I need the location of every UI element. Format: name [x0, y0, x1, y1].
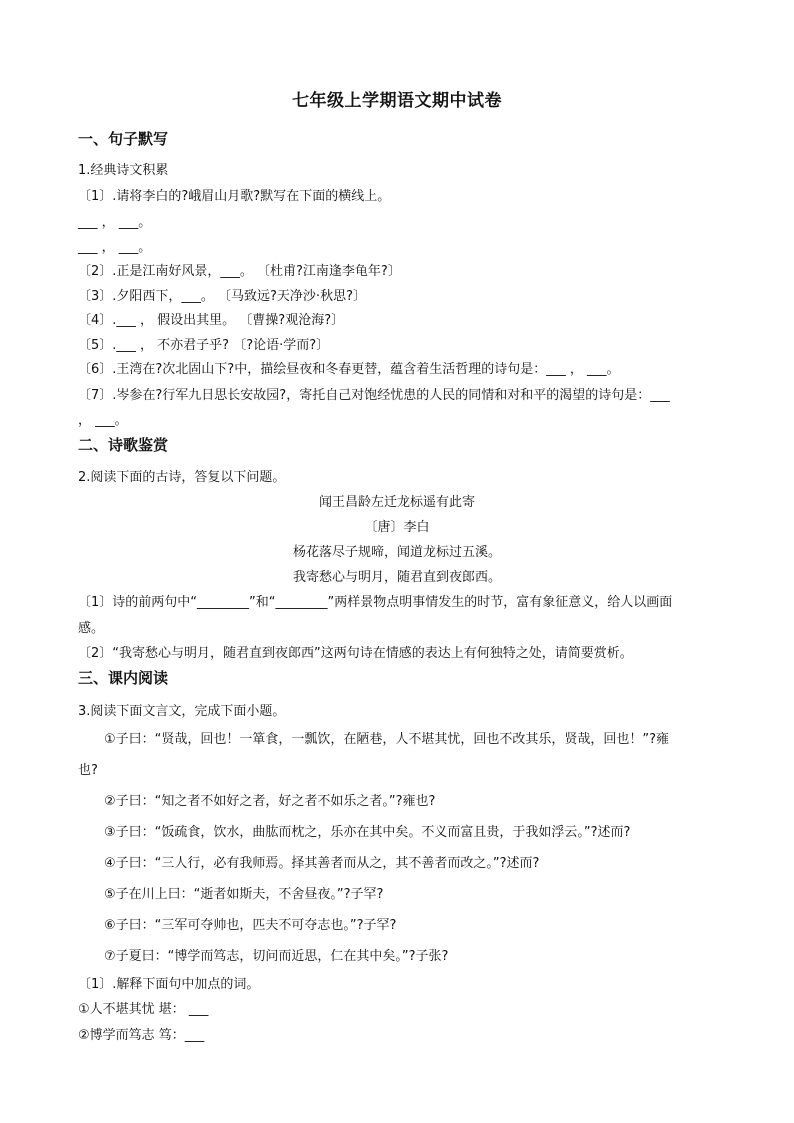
q1-item: ___ ， ___。 [78, 240, 152, 255]
section-heading-1: 一、句子默写 [78, 130, 169, 148]
poem-author: 〔唐〕李白 [364, 520, 430, 535]
passage: 也? [78, 763, 98, 778]
question-2: 2.阅读下面的古诗，答复以下问题。 [78, 470, 286, 485]
passage: ④子曰：“三人行，必有我师焉。择其善者而从之，其不善者而改之。”?述而? [104, 856, 540, 871]
q1-item: 〔5〕.___ ， 不亦君子乎? 〔?论语·学而?〕 [78, 338, 330, 353]
q1-item: 〔6〕.王湾在?次北固山下?中，描绘昼夜和冬春更替，蕴含着生活哲理的诗句是：___ ， ___。 [78, 362, 620, 377]
question-3: 3.阅读下面文言文，完成下面小题。 [78, 704, 286, 719]
q1-item: 〔2〕.正是江南好风景，___。 〔杜甫?江南逢李龟年?〕 [78, 264, 401, 279]
section-heading-2: 二、诗歌鉴赏 [78, 436, 169, 454]
q1-item: 〔1〕.请将李白的?峨眉山月歌?默写在下面的横线上。 [78, 189, 391, 204]
q2-sub: 〔1〕诗的前两句中“________”和“________”两样景物点明事情发生的时节，富有象征意义，给人以画面 [78, 595, 673, 610]
poem-line: 杨花落尽子规啼，闻道龙标过五溪。 [292, 545, 501, 560]
passage: ③子曰：“饭疏食，饮水，曲肱而枕之，乐亦在其中矣。不义而富且贵，于我如浮云。”?述而? [104, 825, 631, 840]
poem-line: 我寄愁心与明月，随君直到夜郎西。 [292, 570, 501, 585]
passage: ②子曰：“知之者不如好之者，好之者不如乐之者。”?雍也? [104, 794, 436, 809]
passage: ⑤子在川上曰：“逝者如斯夫，不舍昼夜。”?子罕? [104, 887, 384, 902]
q1-item: ___ ， ___。 [78, 215, 152, 230]
q3-sub: ①人不堪其忧 堪： ___ [78, 1002, 209, 1017]
q1-item: ， ___。 [78, 413, 128, 428]
section-heading-3: 三、课内阅读 [78, 669, 169, 687]
passage: ⑦子夏曰：“博学而笃志，切问而近思，仁在其中矣。”?子张? [104, 949, 449, 964]
passage: ⑥子曰：“三军可夺帅也，匹夫不可夺志也。”?子罕? [104, 918, 397, 933]
poem-title: 闻王昌龄左迁龙标遥有此寄 [318, 495, 475, 510]
q3-sub: ②博学而笃志 笃：___ [78, 1028, 205, 1043]
q1-item: 〔4〕.___ ， 假设出其里。 〔曹操?观沧海?〕 [78, 313, 345, 328]
q2-sub: 感。 [78, 621, 105, 636]
q3-sub: 〔1〕.解释下面句中加点的词。 [78, 977, 260, 992]
passage: ①子曰：“贤哉，回也！一箪食，一瓢饮，在陋巷，人不堪其忧，回也不改其乐，贤哉，回也！”?雍 [104, 732, 670, 747]
q2-sub: 〔2〕“我寄愁心与明月，随君直到夜郎西”这两句诗在情感的表达上有何独特之处，请简要赏析。 [78, 646, 633, 661]
q1-item: 〔3〕.夕阳西下，___。 〔马致远?天净沙·秋思?〕 [78, 289, 366, 304]
question-1: 1.经典诗文积累 [78, 163, 169, 178]
q1-item: 〔7〕.岑参在?行军九日思长安故园?，寄托自己对饱经忧患的人民的同情和对和平的渴望的诗句是：___ [78, 388, 670, 403]
page-title: 七年级上学期语文期中试卷 [292, 91, 502, 111]
